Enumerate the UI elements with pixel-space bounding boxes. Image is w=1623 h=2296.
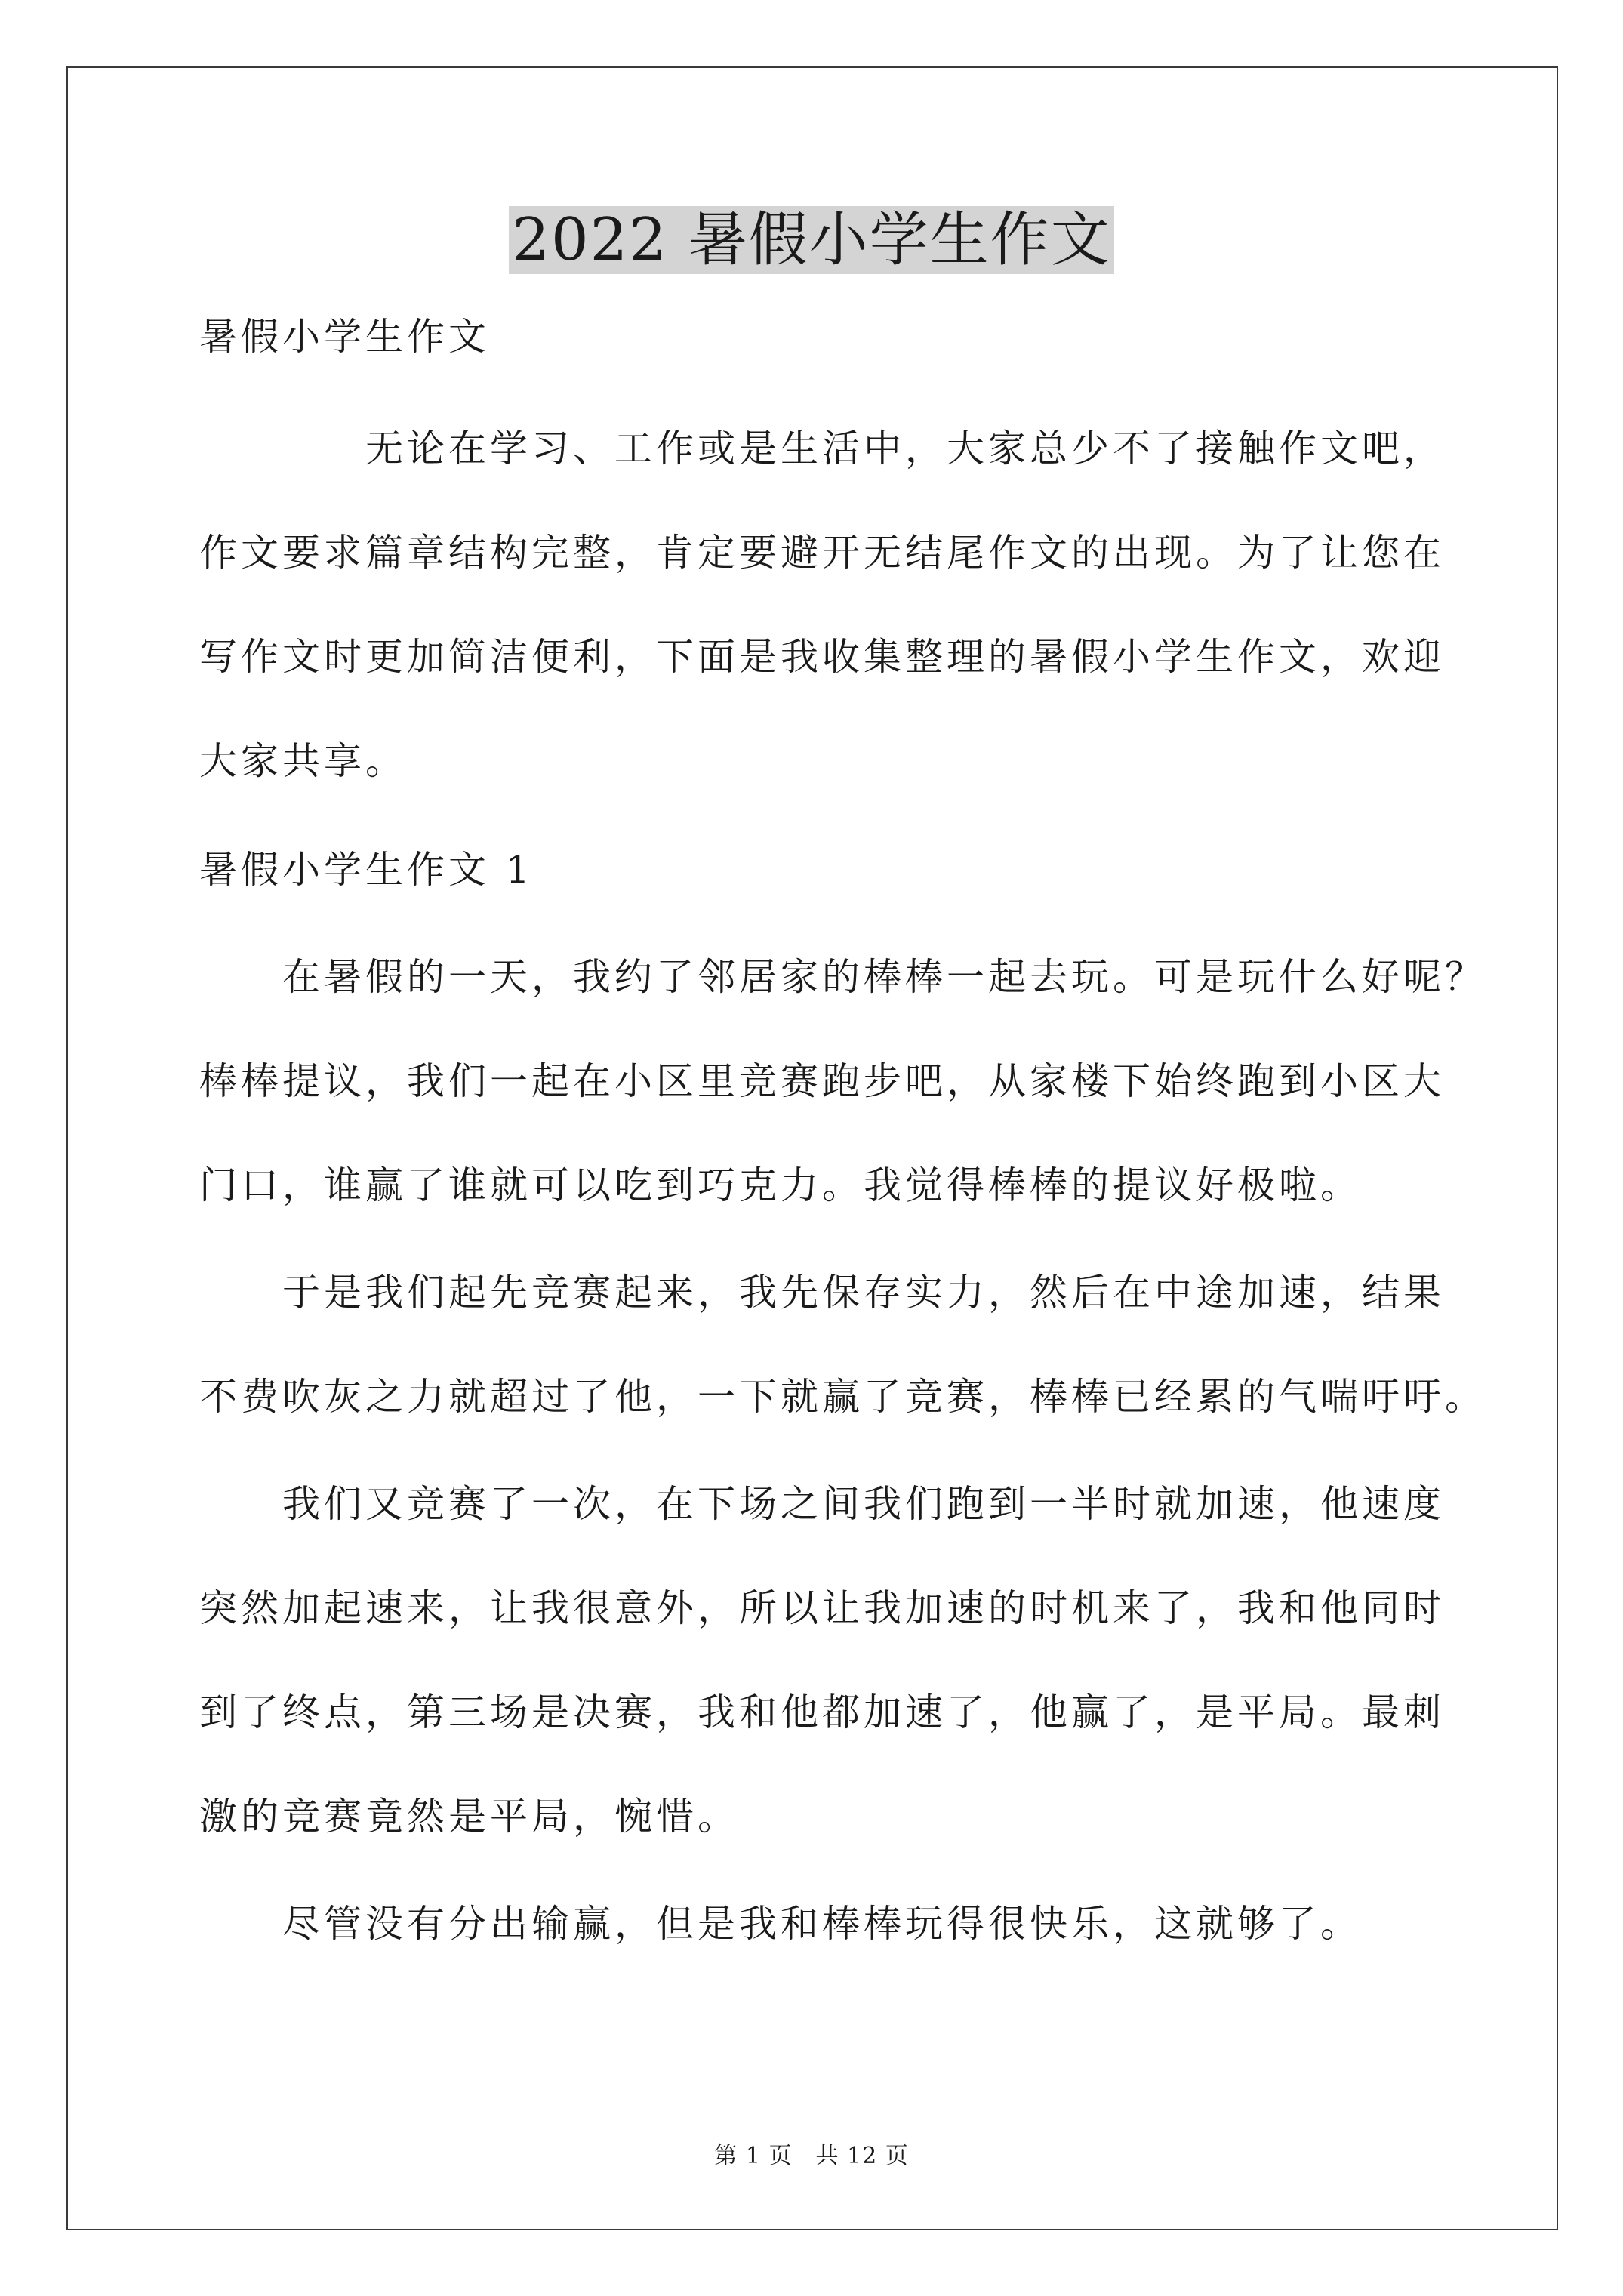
body-line-10: 尽管没有分出输赢，但是我和棒棒玩得很快乐，这就够了。: [199, 1902, 1362, 1946]
intro-line-2: 作文要求篇章结构完整，肯定要避开无结尾作文的出现。为了让您在: [199, 531, 1445, 575]
body-line-9: 激的竞赛竟然是平局，惋惜。: [199, 1795, 739, 1838]
intro-line-1: 无论在学习、工作或是生活中，大家总少不了接触作文吧，: [199, 427, 1445, 470]
document-subtitle: 暑假小学生作文: [199, 315, 490, 359]
body-line-8: 到了终点，第三场是决赛，我和他都加速了，他赢了，是平局。最刺: [199, 1690, 1445, 1734]
body-line-4: 于是我们起先竞赛起来，我先保存实力，然后在中途加速，结果: [199, 1271, 1445, 1314]
intro-line-3: 写作文时更加简洁便利，下面是我收集整理的暑假小学生作文，欢迎: [199, 635, 1445, 679]
page-footer: 第 1 页 共 12 页: [714, 2143, 909, 2169]
body-line-5: 不费吹灰之力就超过了他，一下就赢了竞赛，棒棒已经累的气喘吁吁。: [199, 1375, 1486, 1419]
body-line-2: 棒棒提议，我们一起在小区里竞赛跑步吧，从家楼下始终跑到小区大: [199, 1059, 1445, 1103]
document-title-text: 2022 暑假小学生作文: [509, 206, 1113, 274]
section-heading: 暑假小学生作文 1: [199, 848, 534, 892]
body-line-7: 突然加起速来，让我很意外，所以让我加速的时机来了，我和他同时: [199, 1586, 1445, 1630]
document-title: [0, 201, 1623, 279]
intro-line-4: 大家共享。: [199, 739, 407, 783]
body-line-3: 门口，谁赢了谁就可以吃到巧克力。我觉得棒棒的提议好极啦。: [199, 1163, 1362, 1207]
body-line-1: 在暑假的一天，我约了邻居家的棒棒一起去玩。可是玩什么好呢？: [199, 955, 1486, 999]
body-line-6: 我们又竞赛了一次，在下场之间我们跑到一半时就加速，他速度: [199, 1482, 1445, 1526]
